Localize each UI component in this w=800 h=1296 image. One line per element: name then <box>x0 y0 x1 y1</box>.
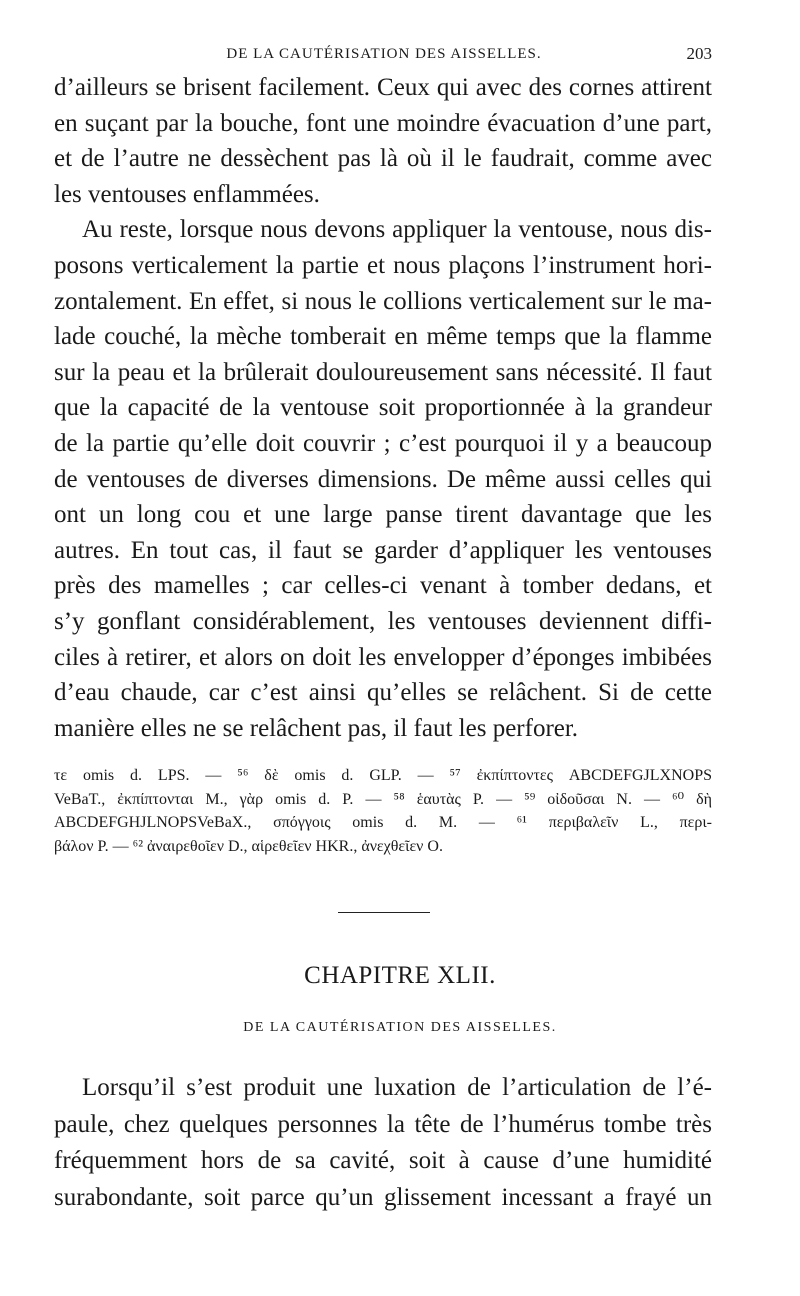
chapter-text <box>54 1070 712 1216</box>
text-line: sur la peau et la brûlerait douloureusement sans nécessité. Il faut <box>54 358 712 386</box>
text-line: de ventouses de diverses dimensions. De même aussi celles qui <box>54 465 712 493</box>
text-line: autres. En tout cas, il faut se garder d’appliquer les ventouses <box>54 536 712 564</box>
text-line: s’y gonflant considérablement, les ventouses deviennent diffi- <box>54 607 712 635</box>
text-line: en suçant par la bouche, font une moindre évacuation d’une part, <box>54 109 712 137</box>
footnote-line: VeBaT., ἐκπίπτονται M., γὰρ omis d. P. — ⁵⁸ ἑαυτὰς P. — ⁵⁹ οἰδοῦσαι N. — ⁶⁰ δὴ <box>54 790 712 808</box>
text-line: zontalement. En effet, si nous le collions verticalement sur le ma- <box>54 287 712 315</box>
text-line: lade couché, la mèche tomberait en même temps que la flamme <box>54 323 712 351</box>
text-line: les ventouses enflammées. <box>54 180 320 208</box>
text-line: manière elles ne se relâchent pas, il faut les perforer. <box>54 714 579 742</box>
text-line: Au reste, lorsque nous devons appliquer la ventouse, nous dis- <box>82 216 712 244</box>
text-line: surabondante, soit parce qu’un glissement incessant a frayé un <box>54 1183 712 1211</box>
main-text <box>54 70 712 746</box>
footnote-line: τε omis d. LPS. — ⁵⁶ δὲ omis d. GLP. — ⁵⁷ ἐκπίπτοντες ABCDEFGJLXNOPS <box>54 767 712 784</box>
text-line: posons verticalement la partie et nous plaçons l’instrument hori- <box>54 251 712 279</box>
text-line: paule, chez quelques personnes la tête de l’humérus tombe très <box>54 1110 712 1138</box>
running-header <box>56 42 712 72</box>
text-line: d’eau chaude, car c’est ainsi qu’elles se relâchent. Si de cette <box>54 679 712 707</box>
text-line: ciles à retirer, et alors on doit les envelopper d’éponges imbibées <box>54 643 712 671</box>
text-line: et de l’autre ne dessèchent pas là où il le faudrait, comme avec <box>54 145 712 173</box>
text-line: près des mamelles ; car celles-ci venant à tomber dedans, et <box>54 572 712 600</box>
chapter-subtitle: DE LA CAUTÉRISATION DES AISSELLES. <box>243 1020 557 1035</box>
text-line: d’ailleurs se brisent facilement. Ceux qui avec des cornes attirent <box>54 74 712 101</box>
text-line: que la capacité de la ventouse soit proportionnée à la grandeur <box>54 394 712 422</box>
text-line: de la partie qu’elle doit couvrir ; c’est pourquoi il y a beaucoup <box>54 429 712 457</box>
footnotes <box>54 764 712 858</box>
section-divider <box>338 912 430 913</box>
text-line: ont un long cou et une large panse tirent davantage que les <box>54 501 712 529</box>
text-line: fréquemment hors de sa cavité, soit à cause d’une humidité <box>54 1147 712 1174</box>
page-number: 203 <box>686 44 712 63</box>
chapter-title: CHAPITRE XLII. <box>304 962 496 989</box>
footnote-line: βάλον P. — ⁶² ἀναιρεθοῖεν D., αἱρεθεῖεν HKR., ἀνεχθεῖεν O. <box>54 837 443 855</box>
running-title: DE LA CAUTÉRISATION DES AISSELLES. <box>226 46 542 62</box>
footnote-line: ABCDEFGHJLNOPSVeBaX., σπόγγοις omis d. M. — ⁶¹ περιβαλεῖν L., περι- <box>54 814 712 831</box>
text-line: Lorsqu’il s’est produit une luxation de l’articulation de l’é- <box>82 1074 712 1101</box>
